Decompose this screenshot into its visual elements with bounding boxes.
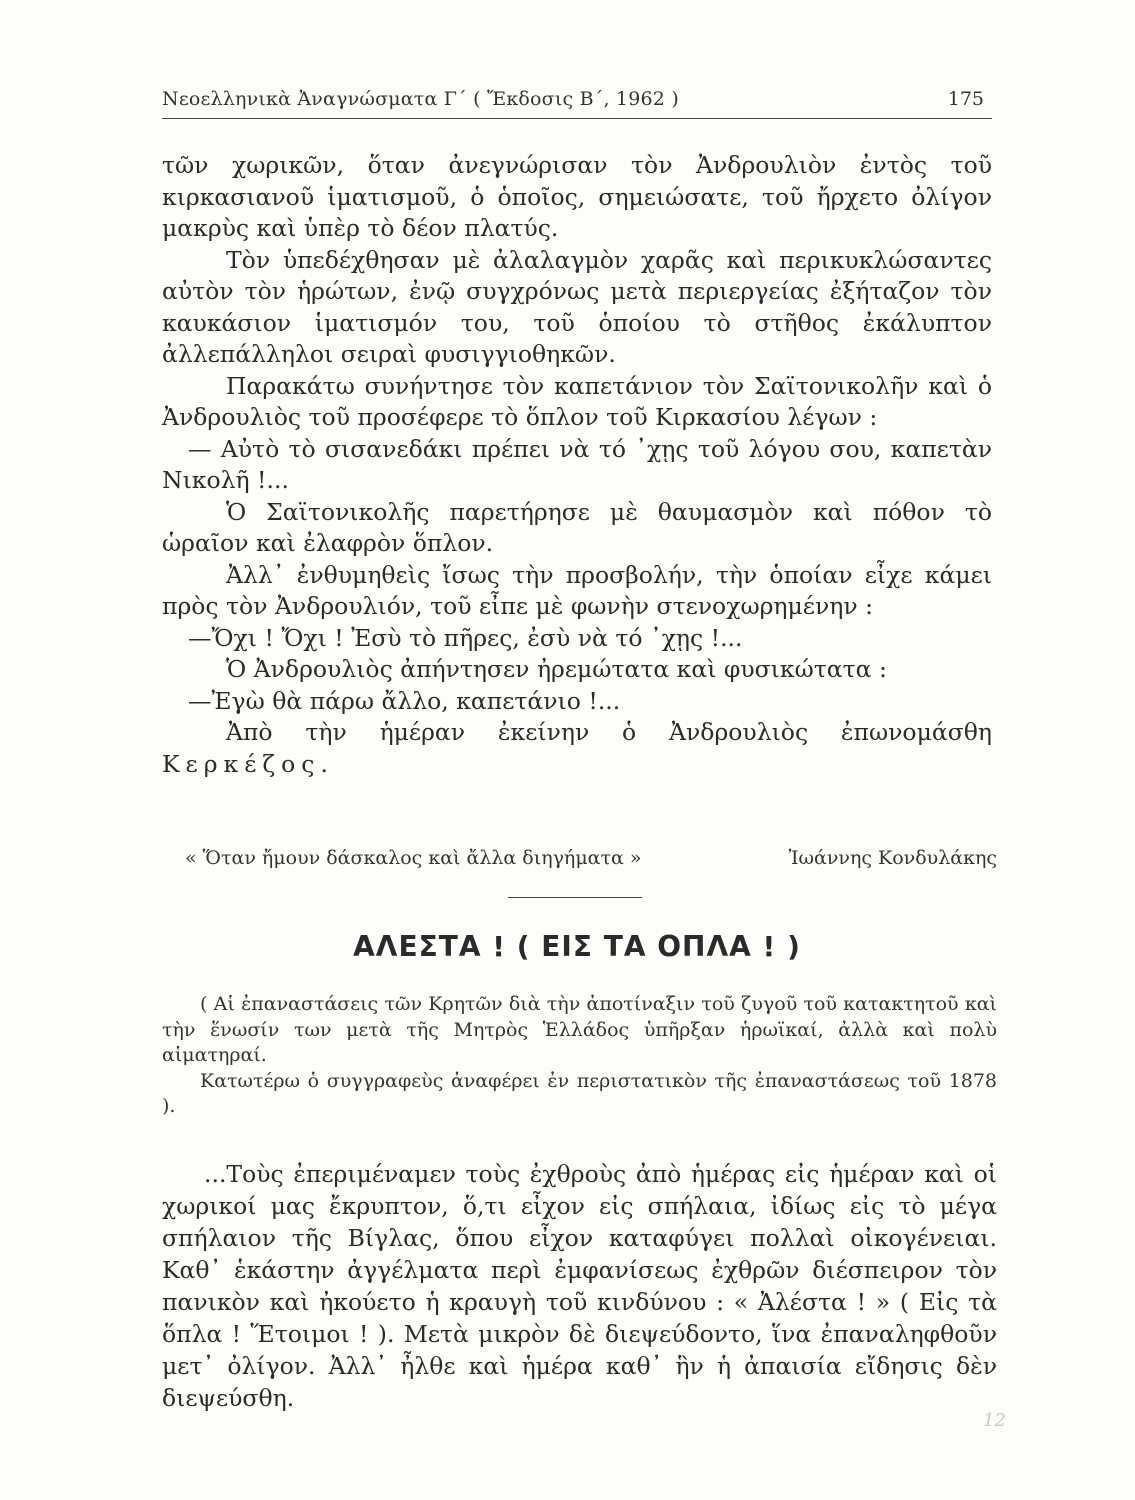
nickname: Κερκέζος.: [162, 749, 334, 778]
section-title: ΑΛΕΣΤΑ ! ( ΕΙΣ ΤΑ ΟΠΛΑ ! ): [353, 930, 801, 963]
dialogue-line: — Αὐτὸ τὸ σισανεδάκι πρέπει νὰ τό ᾿χῃς τοῦ λόγου σου, καπετὰν Νικολῆ !...: [162, 434, 992, 494]
story-text: [162, 1158, 997, 1414]
paragraph: τῶν χωρικῶν, ὅταν ἀνεγνώρισαν τὸν Ἀνδρουλιὸν ἐντὸς τοῦ κιρκασιανοῦ ἱματισμοῦ, ὁ ὁποῖος, σημειώσατε, τοῦ ἤρχετο ὀλίγον μακρὺς καὶ ὑπὲρ τὸ δέον πλατύς.: [162, 151, 992, 242]
page-number: 175: [947, 88, 984, 110]
closing-paragraph: [162, 717, 992, 780]
paragraph: Ὁ Ἀνδρουλιὸς ἀπήντησεν ἠρεμώτατα καὶ φυσικώτατα :: [226, 655, 887, 683]
dialogue-line: —Ὄχι ! Ὄχι ! Ἐσὺ τὸ πῆρες, ἐσὺ νὰ τό ᾿χῃς !...: [188, 623, 743, 652]
paragraph: Τὸν ὑπεδέχθησαν μὲ ἀλαλαγμὸν χαρᾶς καὶ περικυκλώσαντες αὐτὸν τὸν ἡρώτων, ἐνῷ συγχρόνως μετὰ περιεργείας ἐξήταζον τὸν καυκάσιον ἱματισμόν του, τοῦ ὁποίου τὸ στῆθος ἐκάλυπτον ἀλλεπάλληλοι σειραὶ φυσιγγιοθηκῶν.: [162, 245, 992, 368]
source-book: « Ὅταν ἤμουν δάσκαλος καὶ ἄλλα διηγήματα »: [185, 847, 642, 869]
show-through-mark: 12: [983, 1410, 1006, 1431]
story-paragraph: ...Τοὺς ἐπεριμέναμεν τοὺς ἐχθροὺς ἀπὸ ἡμέρας εἰς ἡμέραν καὶ οἱ χωρικοί μας ἔκρυπτον, ὅ,τι εἶχον εἰς σπήλαια, ἰδίως εἰς τὸ μέγα σπήλαιον τῆς Βίγλας, ὅπου εἶχον καταφύγει πολλαὶ οἰκογένειαι. Καθ᾿ ἑκάστην ἀγγέλματα περὶ ἐμφανίσεως ἐχθρῶν διέσπειρον τὸν πανικὸν καὶ ἠκούετο ἡ κραυγὴ τοῦ κινδύνου : « Ἀλέστα ! » ( Εἰς τὰ ὅπλα ! Ἕτοιμοι ! ). Μετὰ μικρὸν δὲ διεψεύδοντο, ἵνα ἐπαναληφθοῦν μετ᾿ ὀλίγον. Ἀλλ᾿ ἦλθε καὶ ἡμέρα καθ᾿ ἣν ἡ ἀπαισία εἴδησις δὲν διεψεύσθη.: [162, 1160, 997, 1412]
intro-paragraph: ( Αἱ ἐπαναστάσεις τῶν Κρητῶν διὰ τὴν ἀποτίναξιν τοῦ ζυγοῦ τοῦ κατακτητοῦ καὶ τὴν ἕνωσίν των μετὰ τῆς Μητρὸς Ἑλλάδος ὑπῆρξαν ἡρωϊκαί, ἀλλὰ καὶ πολὺ αἱματηραί.: [162, 993, 997, 1066]
intro-paragraph: Κατωτέρω ὁ συγγραφεὺς ἀναφέρει ἐν περιστατικὸν τῆς ἐπαναστάσεως τοῦ 1878 ).: [162, 1069, 997, 1117]
paragraph: Ἀλλ᾿ ἐνθυμηθεὶς ἴσως τὴν προσβολήν, τὴν ὁποίαν εἶχε κάμει πρὸς τὸν Ἀνδρουλιόν, τοῦ εἶπε μὲ φωνὴν στενοχωρημένην :: [162, 560, 992, 620]
closing-text: Ἀπὸ τὴν ἡμέραν ἐκείνην ὁ Ἀνδρουλιὸς ἐπωνομάσθη: [226, 718, 992, 746]
section-divider: [508, 897, 642, 898]
book-title: Νεοελληνικὰ Ἀναγνώσματα Γ´ ( Ἔκδοσις Β´, 1962 ): [162, 88, 679, 110]
section-intro: [162, 992, 997, 1120]
running-head: [162, 86, 992, 119]
paragraph: Παρακάτω συνήντησε τὸν καπετάνιον τὸν Σαϊτονικολῆν καὶ ὁ Ἀνδρουλιὸς τοῦ προσέφερε τὸ ὅπλον τοῦ Κιρκασίου λέγων :: [162, 371, 992, 431]
previous-story-text: [162, 150, 992, 780]
source-author: Ἰωάννης Κονδυλάκης: [788, 847, 997, 869]
dialogue-line: —Ἐγὼ θὰ πάρω ἄλλο, καπετάνιο !...: [188, 686, 621, 715]
paragraph: Ὁ Σαϊτονικολῆς παρετήρησε μὲ θαυμασμὸν καὶ πόθον τὸ ὡραῖον καὶ ἐλαφρὸν ὅπλον.: [162, 497, 992, 557]
